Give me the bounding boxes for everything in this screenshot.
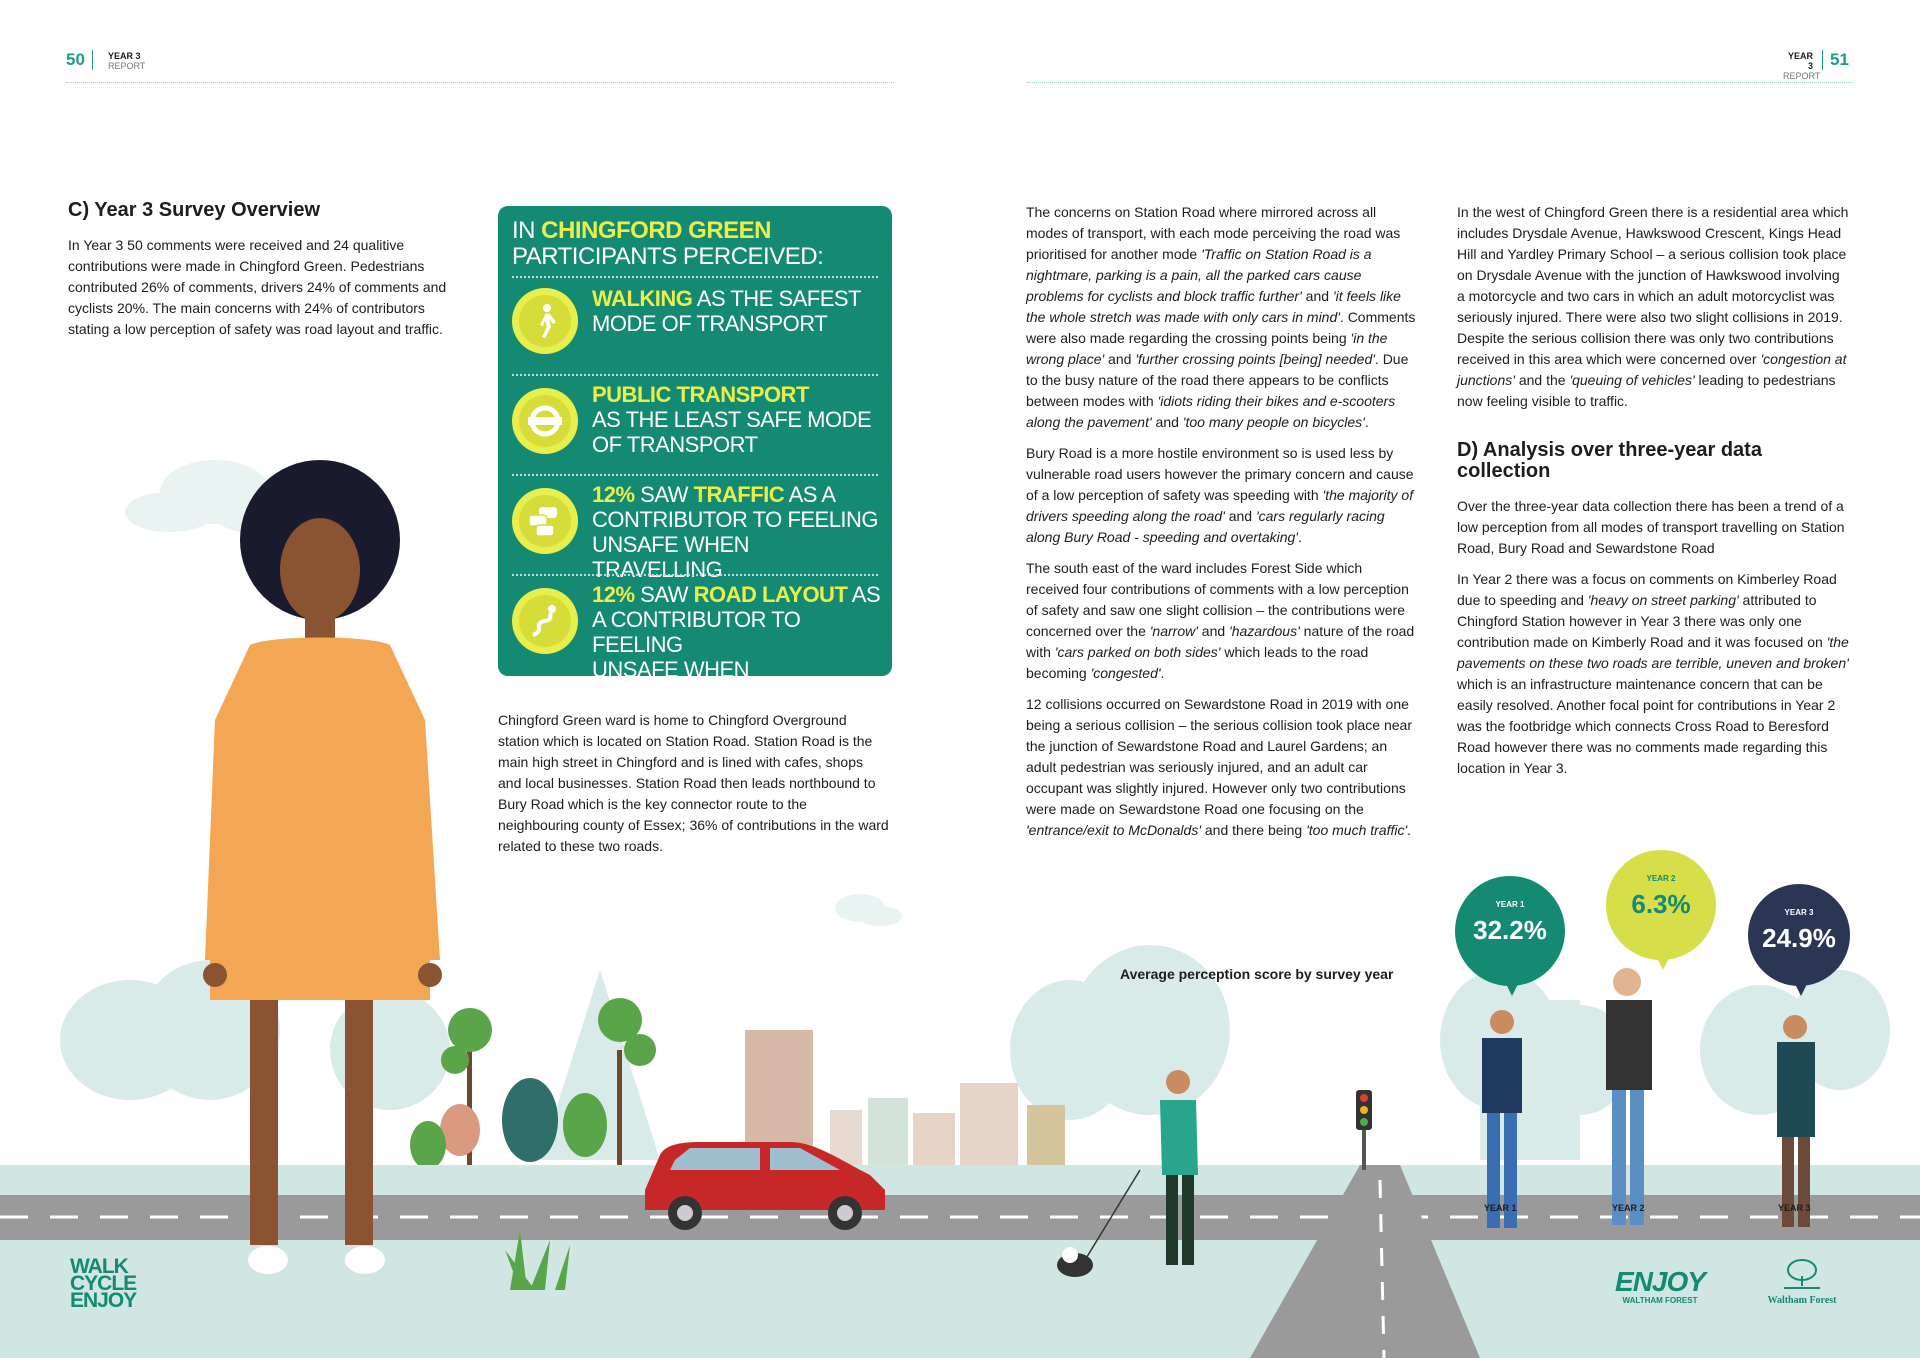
- panel-item-highlight: PUBLIC TRANSPORT: [592, 382, 809, 407]
- right-page-number: 51: [1830, 50, 1849, 69]
- left-year-report-label: [108, 51, 145, 71]
- logo-walk: WALK: [70, 1255, 128, 1278]
- panel-separator: [512, 374, 878, 376]
- forest-side-paragraph: The south east of the ward includes Forest Side which received four contributions of comments with a low perception of safety and saw one slight collision – the contributions were concerned over the 'narrow' and 'hazardous' nature of the road with 'cars parked on both sides' which leads to the road becoming 'congested'.: [1026, 560, 1415, 681]
- logo-enjoy-subtitle: WALTHAM FOREST: [1622, 1296, 1698, 1305]
- panel-item-text: UNSAFE WHEN TRAVELLING: [592, 532, 750, 582]
- panel-item-text: AS THE SAFEST: [692, 286, 862, 311]
- panel-title-prefix: IN: [512, 217, 542, 244]
- west-chingford-paragraph: In the west of Chingford Green there is a residential area which includes Drysdale Avenue, Hawkswood Crescent, Kings Head Hill and Yardley Primary School – a serious collision took place on Drysdale Avenue with the junction of Hawkswood involving a motorcycle and two cars in which an adult motorcyclist was seriously injured. There were also two slight collisions in 2019. Despite the serious collision there was only two contributions received in this area which were concerned over 'congestion at junctions' and the 'queuing of vehicles' leading to pedestrians now feeling visible to traffic.: [1457, 204, 1849, 409]
- year-3-figure-label: YEAR 3: [1778, 1203, 1811, 1213]
- panel-item-walking: [512, 280, 882, 370]
- panel-item-text: OF TRANSPORT: [592, 432, 758, 457]
- left-header-rule: [66, 82, 894, 83]
- panel-item-text: CONTRIBUTOR TO FEELING: [592, 507, 879, 532]
- panel-item-text: MODE OF TRANSPORT: [592, 311, 828, 336]
- year-label: YEAR 3: [108, 51, 141, 61]
- ward-description: Chingford Green ward is home to Chingford Overground station which is located on Station Road. Station Road is the main high street in Chingford and is lined with cafes, shops and local businesses. Station Road then leads northbound to Bury Road which is the key connector route to the neighbouring county of Essex; 36% of contributions in the ward related to these two roads.: [498, 712, 889, 854]
- panel-title-rest: PARTICIPANTS PERCEIVED:: [512, 243, 824, 270]
- bubble-year-label: YEAR 3: [1784, 908, 1814, 917]
- panel-title-highlight: CHINGFORD GREEN: [541, 217, 772, 244]
- perception-bubble-2: [1606, 850, 1716, 960]
- year-1-figure-label: YEAR 1: [1484, 1203, 1517, 1213]
- bubble-year-label: YEAR 1: [1495, 900, 1525, 909]
- woman-figure: [203, 460, 442, 1274]
- enjoy-waltham-forest-logo: [1605, 1268, 1715, 1305]
- walk-cycle-enjoy-logo: [70, 1255, 137, 1312]
- panel-item-text: AS: [847, 582, 881, 607]
- section-c-heading: C) Year 3 Survey Overview: [68, 199, 321, 221]
- building: [1027, 1105, 1065, 1170]
- section-c-paragraph: In Year 3 50 comments were received and 24 qualitive contributions were made in Chingford Green. Pedestrians contributed 26% of comments, drivers 24% of comments and cyclists 20%. The main concerns with 24% of contributors stating a low perception of safety was road layout and traffic.: [68, 237, 447, 337]
- panel-separator: [512, 276, 878, 278]
- panel-item-highlight: WALKING: [592, 286, 693, 311]
- trend-paragraph: Over the three-year data collection there has been a trend of a low perception from all modes of transport travelling on Station Road, Bury Road and Sewardstone Road: [1457, 498, 1845, 556]
- panel-item-percent: 12%: [592, 582, 635, 607]
- bubble-tail: [1655, 954, 1671, 970]
- building: [913, 1113, 955, 1171]
- tree-icon: [410, 998, 656, 1170]
- bubble-year-label: YEAR 2: [1646, 874, 1676, 883]
- right-header-rule: [1027, 82, 1853, 83]
- walking-person-icon: [512, 288, 578, 354]
- panel-item-text: SAW: [634, 482, 694, 507]
- logo-enjoy-script: ENJOY: [1615, 1266, 1705, 1297]
- year2-paragraph: In Year 2 there was a focus on comments on Kimberley Road due to speeding and 'heavy on street parking' attributed to Chingford Station however in Year 3 there was only one contribution made on Kimberly Road and it was focused on 'the pavements on these two roads are terrible, uneven and broken' which is an infrastructure maintenance concern that can be easily resolved. Another focal point for contributions in Year 2 was the footbridge which connects Cross Road to Beresford Road however there was no comments made regarding this location in Year 3.: [1457, 571, 1849, 776]
- bubble-tail: [1504, 980, 1520, 996]
- logo-enjoy: ENJOY: [70, 1289, 137, 1312]
- station-road-paragraph: The concerns on Station Road where mirrored across all modes of transport, with each mode perceiving the road was prioritised for another mode 'Traffic on Station Road is a nightmare, parking is a pain, all the parked cars cause problems for cyclists and block traffic further' and 'it feels like the whole stretch was made with only cars in mind'. Comments were also made regarding the crossing points being 'in the wrong place' and 'further crossing points [being] needed'. Due to the busy nature of the road there appears to be conflicts between modes with 'idiots riding their bikes and e-scooters along the pavement' and 'too many people on bicycles'.: [1026, 204, 1416, 430]
- panel-item-text: A CONTRIBUTOR TO FEELING: [592, 607, 801, 657]
- right-year-report-label: [1783, 51, 1821, 81]
- header-divider: [1822, 50, 1823, 70]
- bubble-value-label: 32.2%: [1473, 915, 1547, 945]
- bubble-tail: [1793, 980, 1809, 996]
- report-label: REPORT: [1783, 71, 1821, 81]
- building: [960, 1083, 1018, 1173]
- header-divider: [92, 50, 93, 70]
- perception-bubble-1: [1455, 876, 1565, 986]
- sewardstone-road-paragraph: 12 collisions occurred on Sewardstone Road in 2019 with one being a serious collision – the serious collision took place near the junction of Sewardstone Road and Laurel Gardens; an adult pedestrian was seriously injured, and an adult car occupant was slightly injured. However only two contributions were made on Sewardstone Road one focusing on the 'entrance/exit to McDonalds' and there being 'too much traffic'.: [1026, 696, 1412, 838]
- panel-item-text: AS THE LEAST SAFE MODE: [592, 407, 872, 432]
- section-d-heading: D) Analysis over three-year data collection: [1457, 439, 1762, 482]
- panel-item-text: AS A: [784, 482, 836, 507]
- panel-title: [512, 218, 823, 270]
- left-page-number: 50: [66, 50, 85, 69]
- tree-logo-icon: [1780, 1258, 1824, 1290]
- waltham-forest-logo: [1752, 1258, 1852, 1306]
- section-c: [68, 200, 458, 350]
- bubble-value-label: 24.9%: [1762, 923, 1836, 953]
- perception-bubble-3: [1748, 884, 1850, 986]
- report-label: REPORT: [108, 61, 146, 71]
- panel-item-highlight: ROAD LAYOUT: [693, 582, 848, 607]
- panel-item-percent: 12%: [592, 482, 635, 507]
- building: [868, 1098, 908, 1170]
- logo-cycle: CYCLE: [70, 1272, 137, 1295]
- bubble-value-label: 6.3%: [1631, 889, 1691, 919]
- bury-road-paragraph: Bury Road is a more hostile environment so is used less by vulnerable road users however the primary concern and cause of a low perception of safety was speeding with 'the majority of drivers speeding along the road' and 'cars regularly racing along Bury Road - speeding and overtaking'.: [1026, 445, 1414, 545]
- panel-item-text: UNSAFE WHEN TRAVELLING: [592, 657, 750, 707]
- chart-title: Average perception score by survey year: [1120, 966, 1394, 982]
- panel-item-highlight: TRAFFIC: [693, 482, 785, 507]
- year-2-figure-label: YEAR 2: [1612, 1203, 1645, 1213]
- panel-item-text: SAW: [634, 582, 694, 607]
- logo-waltham-forest-text: Waltham Forest: [1767, 1295, 1837, 1306]
- year-label: YEAR 3: [1787, 51, 1813, 71]
